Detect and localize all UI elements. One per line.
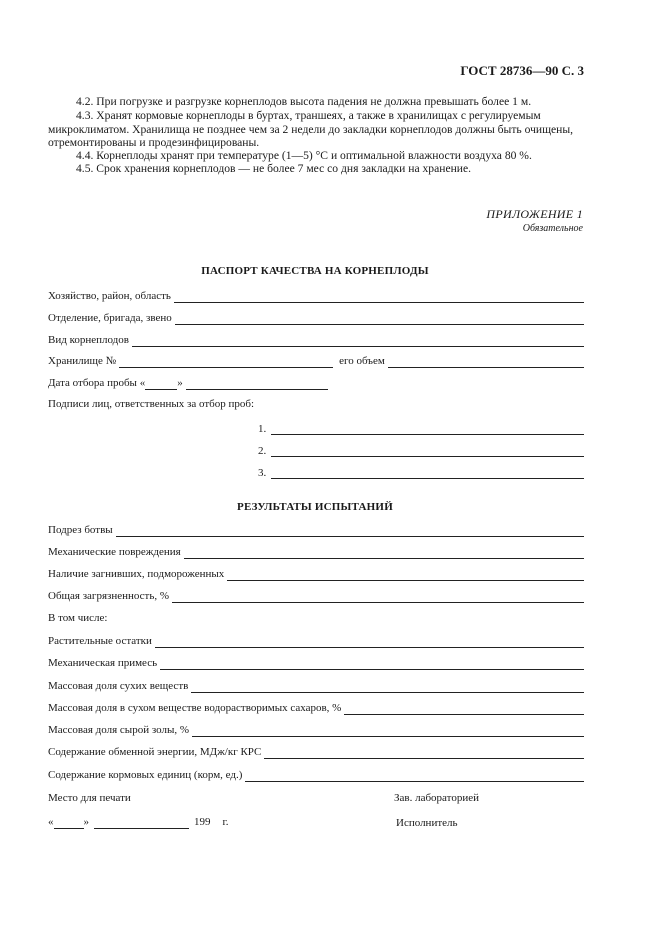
sample-month-line[interactable] bbox=[186, 380, 328, 390]
passport-title: ПАСПОРТ КАЧЕСТВА НА КОРНЕПЛОДЫ bbox=[201, 265, 429, 277]
rotten-field[interactable] bbox=[48, 567, 584, 581]
farm-field[interactable] bbox=[48, 289, 584, 303]
footer-year-suffix: г. bbox=[222, 816, 229, 828]
sugars-line[interactable] bbox=[344, 705, 584, 715]
sugars-field[interactable] bbox=[48, 701, 584, 715]
damage-field[interactable] bbox=[48, 545, 584, 559]
footer-month-line[interactable] bbox=[94, 819, 189, 829]
signature-3[interactable] bbox=[258, 465, 584, 479]
tops-field[interactable] bbox=[48, 523, 584, 537]
dry-matter-field[interactable] bbox=[48, 679, 584, 693]
energy-line[interactable] bbox=[264, 749, 584, 759]
feed-units-line[interactable] bbox=[245, 772, 584, 782]
feed-units-label: Содержание кормовых единиц (корм, ед.) bbox=[48, 769, 243, 781]
ash-field[interactable] bbox=[48, 723, 584, 737]
ash-line[interactable] bbox=[192, 727, 584, 737]
department-label: Отделение, бригада, звено bbox=[48, 312, 172, 324]
footer-date-field[interactable] bbox=[48, 815, 248, 829]
signature-3-line[interactable] bbox=[271, 469, 584, 479]
ash-label: Массовая доля сырой золы, % bbox=[48, 724, 190, 736]
tops-line[interactable] bbox=[116, 527, 584, 537]
page-header: ГОСТ 28736—90 С. 3 bbox=[460, 63, 584, 78]
signature-1-line[interactable] bbox=[271, 425, 584, 435]
footer-year: 199 bbox=[194, 816, 211, 828]
plant-residue-field[interactable] bbox=[48, 634, 584, 648]
type-line[interactable] bbox=[132, 337, 584, 347]
lab-head-label: Зав. лабораторией bbox=[394, 792, 479, 804]
energy-field[interactable] bbox=[48, 745, 584, 759]
signature-2-label: 2. bbox=[258, 445, 267, 457]
sample-date-field[interactable] bbox=[48, 376, 328, 390]
contamination-label: Общая загрязненность, % bbox=[48, 590, 170, 602]
damage-label: Механические повреждения bbox=[48, 546, 181, 558]
tops-label: Подрез ботвы bbox=[48, 524, 113, 536]
dry-matter-label: Массовая доля сухих веществ bbox=[48, 680, 189, 692]
storage-label: Хранилище № bbox=[48, 355, 117, 367]
rotten-line[interactable] bbox=[227, 571, 584, 581]
storage-number-line[interactable] bbox=[119, 358, 333, 368]
contamination-line[interactable] bbox=[172, 593, 584, 603]
paragraph-4-2: 4.2. При погрузке и разгрузке корнеплодов высота падения не должна превышать более 1 м. bbox=[76, 95, 532, 108]
signature-2-line[interactable] bbox=[271, 447, 584, 457]
results-title: РЕЗУЛЬТАТЫ ИСПЫТАНИЙ bbox=[237, 501, 393, 513]
paragraph-4-4: 4.4. Корнеплоды хранят при температуре (1—5) °С и оптимальной влажности воздуха 80 %. bbox=[76, 149, 532, 162]
type-field[interactable] bbox=[48, 333, 584, 347]
signature-2[interactable] bbox=[258, 443, 584, 457]
sugars-label: Массовая доля в сухом веществе водорастворимых сахаров, % bbox=[48, 702, 342, 714]
footer-day-line[interactable] bbox=[54, 819, 84, 829]
executor-label: Исполнитель bbox=[396, 817, 458, 829]
appendix-subtitle: Обязательное bbox=[522, 223, 583, 234]
signature-3-label: 3. bbox=[258, 467, 267, 479]
signature-1-label: 1. bbox=[258, 423, 267, 435]
farm-line[interactable] bbox=[174, 293, 584, 303]
volume-line[interactable] bbox=[388, 358, 584, 368]
including-label: В том числе: bbox=[48, 612, 108, 624]
department-field[interactable] bbox=[48, 311, 584, 325]
sample-date-label: Дата отбора пробы « bbox=[48, 377, 146, 389]
rotten-label: Наличие загнивших, подмороженных bbox=[48, 568, 225, 580]
footer-date-close: » bbox=[83, 816, 89, 828]
damage-line[interactable] bbox=[184, 549, 584, 559]
department-line[interactable] bbox=[175, 315, 584, 325]
paragraph-4-3: 4.3. Хранят кормовые корнеплоды в буртах, траншеях, а также в хранилищах с регулируемым микроклиматом. Хранилища не позднее чем за 2 недели до закладки корнеплодов должны быть очищены, отремонтированы и продезинфицированы. bbox=[48, 109, 574, 149]
feed-units-field[interactable] bbox=[48, 768, 584, 782]
mech-impurity-line[interactable] bbox=[160, 660, 584, 670]
plant-residue-label: Растительные остатки bbox=[48, 635, 152, 647]
paragraph-4-5: 4.5. Срок хранения корнеплодов — не более 7 мес со дня закладки на хранение. bbox=[76, 162, 472, 175]
farm-label: Хозяйство, район, область bbox=[48, 290, 171, 302]
contamination-field[interactable] bbox=[48, 589, 584, 603]
dry-matter-line[interactable] bbox=[191, 683, 584, 693]
appendix-title: ПРИЛОЖЕНИЕ 1 bbox=[486, 207, 583, 221]
stamp-place-label: Место для печати bbox=[48, 792, 131, 804]
sample-day-line[interactable] bbox=[145, 380, 177, 390]
mech-impurity-label: Механическая примесь bbox=[48, 657, 158, 669]
signature-1[interactable] bbox=[258, 421, 584, 435]
storage-field[interactable] bbox=[48, 354, 584, 368]
energy-label: Содержание обменной энергии, МДж/кг КРС bbox=[48, 746, 262, 758]
signatures-label: Подписи лиц, ответственных за отбор проб: bbox=[48, 398, 255, 410]
sample-quote-close: » bbox=[177, 377, 183, 389]
type-label: Вид корнеплодов bbox=[48, 334, 129, 346]
footer-date-open: « bbox=[48, 816, 54, 828]
volume-label: его объем bbox=[339, 355, 385, 367]
mech-impurity-field[interactable] bbox=[48, 656, 584, 670]
plant-residue-line[interactable] bbox=[155, 638, 584, 648]
appendix-heading bbox=[486, 207, 583, 234]
